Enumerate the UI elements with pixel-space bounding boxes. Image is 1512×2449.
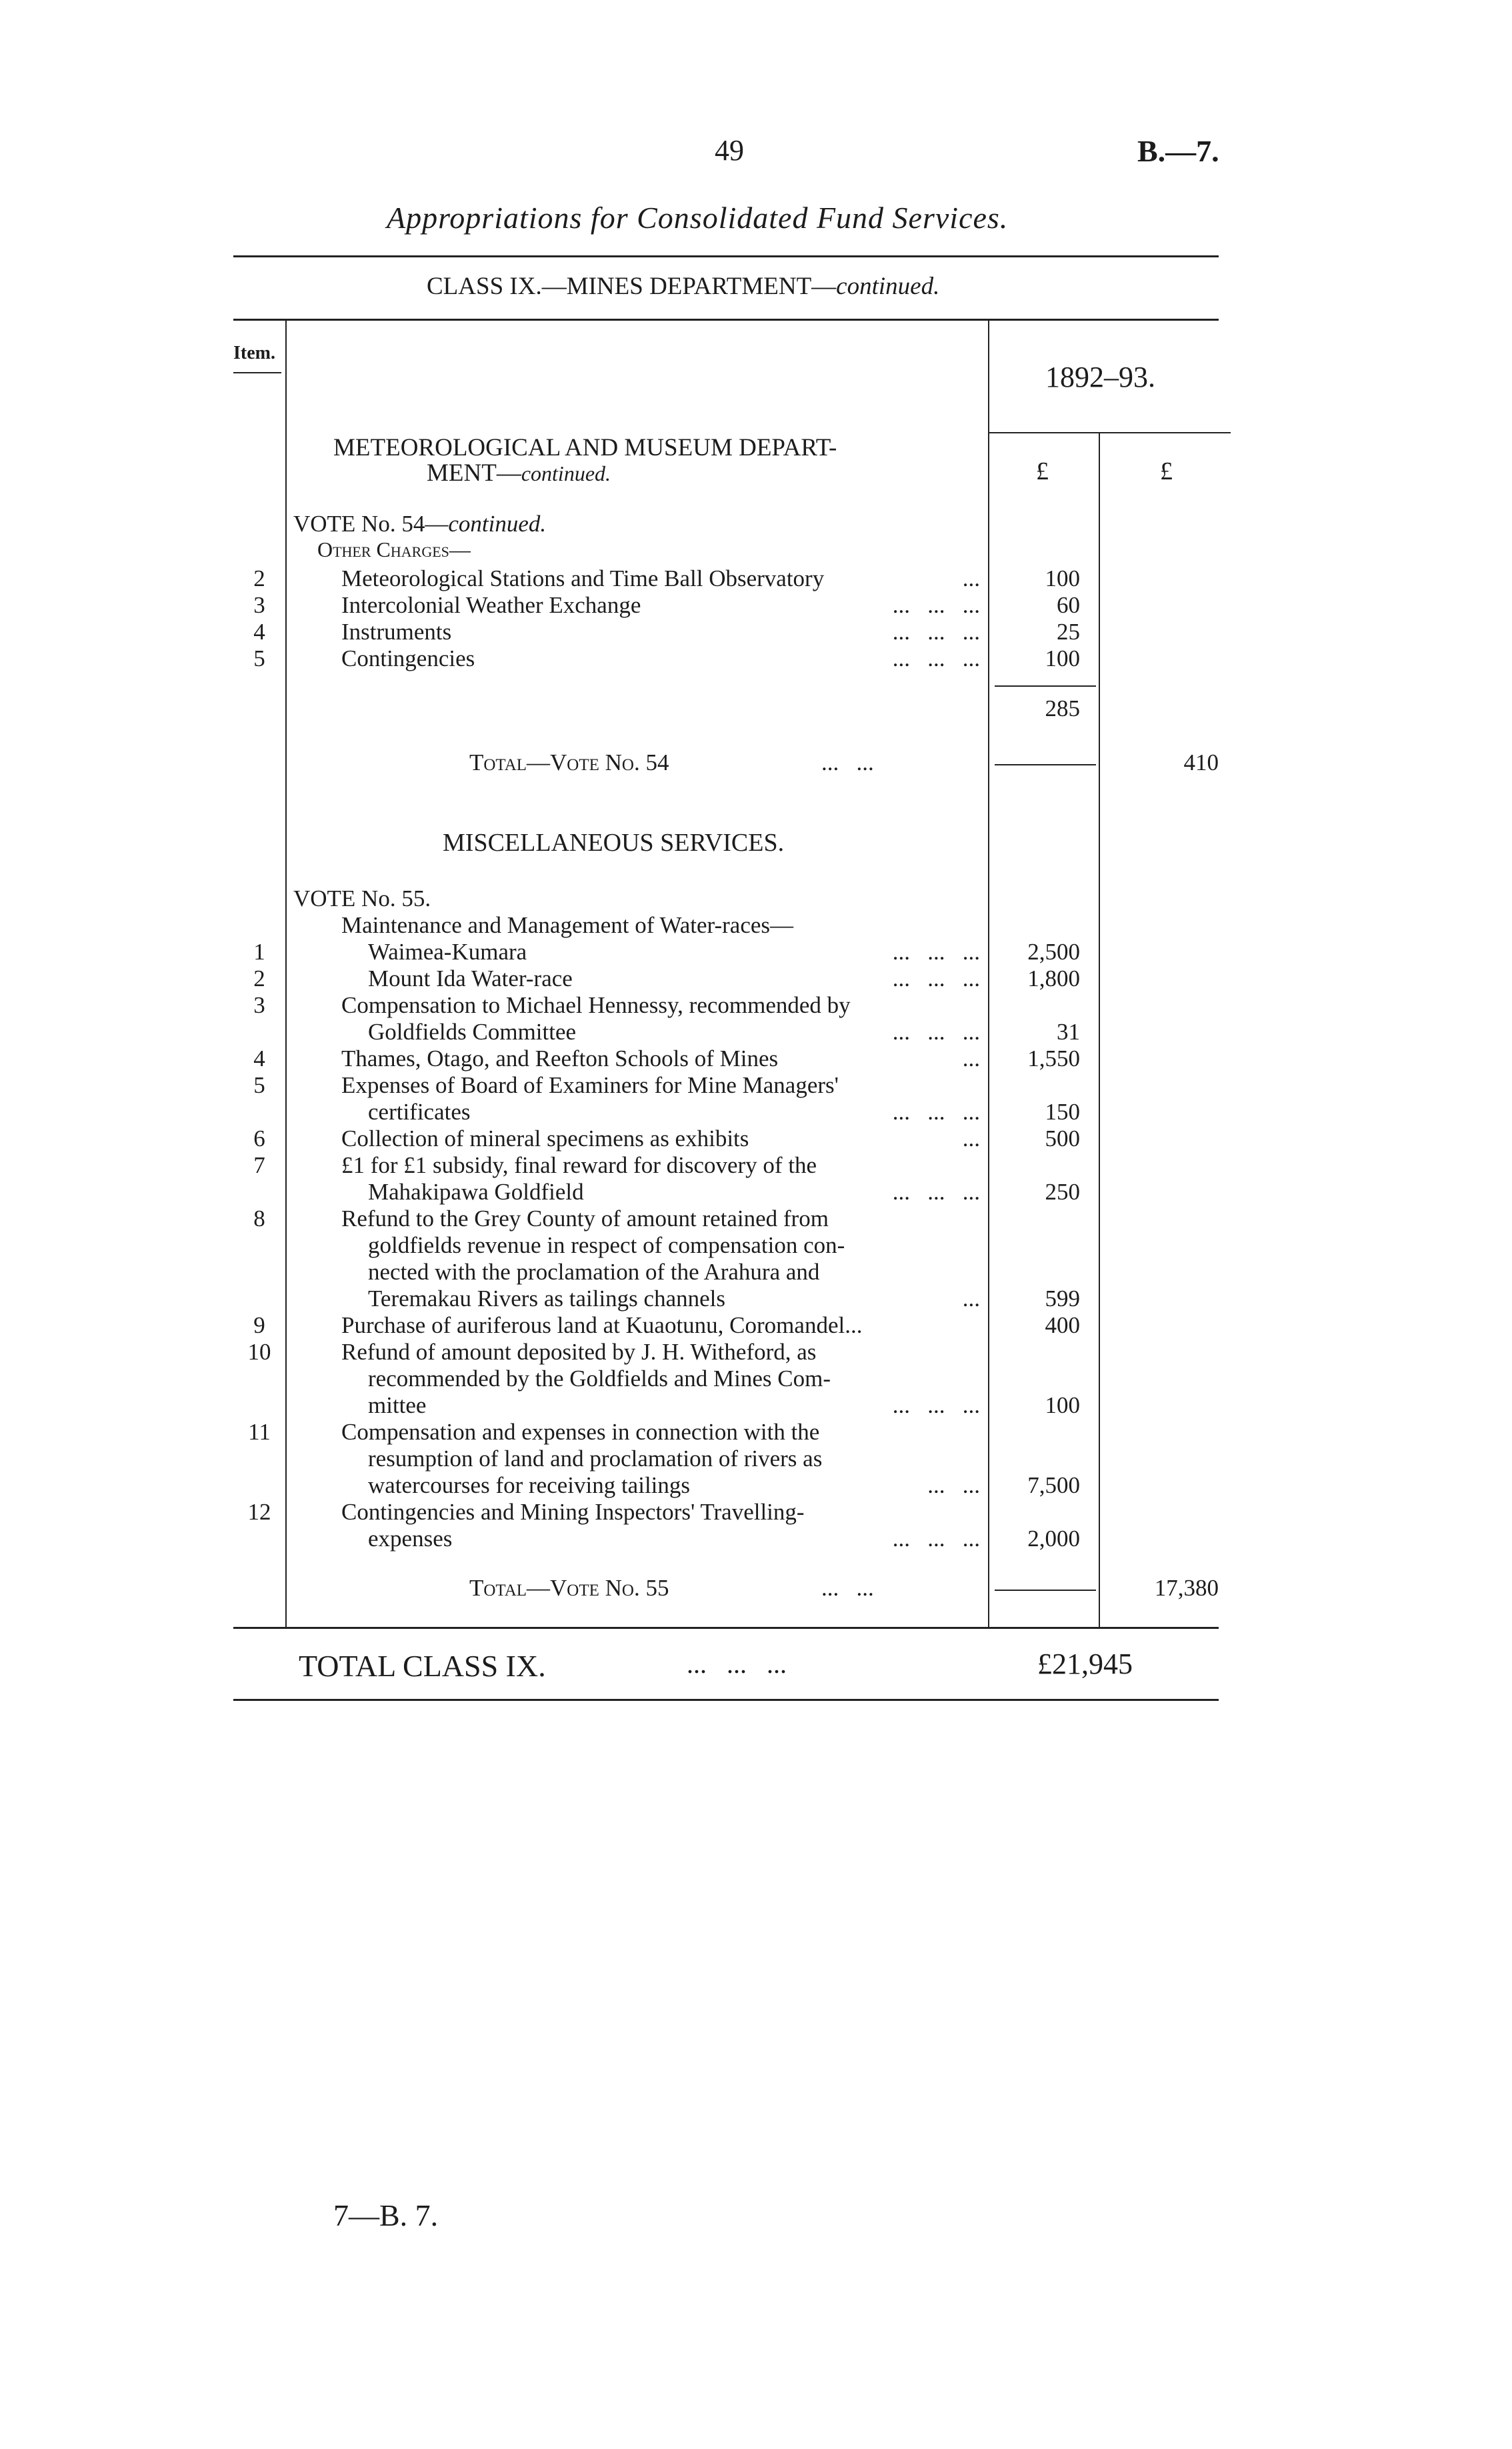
title-rule [233, 255, 1219, 257]
item-amount: 1,800 [1027, 965, 1080, 991]
item-row [0, 1339, 1512, 1366]
page-title: Appropriations for Consolidated Fund Services. [387, 201, 1009, 235]
class-heading-continued: continued. [836, 273, 940, 300]
item-description: Contingencies and Mining Inspectors' Travelling- [341, 1499, 805, 1525]
class-heading [427, 272, 939, 301]
item-dots: ... ... ... [892, 965, 980, 991]
item-description: expenses [368, 1526, 453, 1552]
item-row [0, 1019, 1512, 1045]
item-description: goldfields revenue in respect of compensation con- [368, 1232, 845, 1258]
item-row [0, 1419, 1512, 1446]
item-row [0, 1312, 1512, 1339]
total-vote-55-amount: 17,380 [1154, 1575, 1219, 1601]
item-description: Compensation to Michael Hennessy, recommended by [341, 992, 851, 1018]
grand-total-bottom-rule [233, 1699, 1219, 1701]
total-vote-54-amount: 410 [1183, 749, 1219, 775]
item-row [0, 992, 1512, 1019]
section-heading-line2-main: MENT— [427, 459, 521, 487]
item-dots: ... [962, 1125, 980, 1151]
total-vote-55-label: Total—Vote No. 55 [469, 1575, 669, 1601]
item-description: Mount Ida Water-race [368, 965, 573, 991]
item-row [0, 1286, 1512, 1312]
vote-54-main: VOTE No. 54— [293, 511, 449, 537]
pound-symbol-totals: £ [1160, 457, 1173, 485]
item-row [0, 1232, 1512, 1259]
item-row [0, 1366, 1512, 1392]
item-number: 5 [253, 645, 265, 671]
document-reference: B.—7. [1137, 134, 1219, 168]
item-row [0, 645, 1512, 672]
item-dots: ... ... ... [892, 1526, 980, 1552]
item-description: Purchase of auriferous land at Kuaotunu, Coromandel... [341, 1312, 863, 1338]
table-top-rule [233, 319, 1219, 321]
subtotal-closing-rule-54 [995, 764, 1096, 765]
item-dots: ... ... ... [892, 939, 980, 965]
item-description: resumption of land and proclamation of rivers as [368, 1446, 823, 1472]
item-row [0, 1099, 1512, 1125]
item-number: 4 [253, 619, 265, 645]
subtotal-closing-rule-55 [995, 1590, 1096, 1591]
item-description: Waimea-Kumara [368, 939, 527, 965]
item-description: Refund to the Grey County of amount retained from [341, 1205, 829, 1232]
section-heading-miscellaneous: MISCELLANEOUS SERVICES. [443, 829, 785, 857]
item-row [0, 1392, 1512, 1419]
footer-signature: 7—B. 7. [333, 2198, 439, 2232]
item-dots: ... ... ... [892, 1179, 980, 1205]
grand-total-amount: £21,945 [1037, 1648, 1133, 1680]
item-number: 4 [253, 1045, 265, 1071]
item-amount: 25 [1057, 619, 1080, 645]
vote-54-continued: continued. [448, 511, 547, 537]
item-dots: ... [962, 565, 980, 591]
item-description: mittee [368, 1392, 427, 1418]
item-row [0, 619, 1512, 645]
item-number: 10 [247, 1339, 271, 1365]
pound-symbol-amounts: £ [1036, 457, 1049, 485]
item-number: 11 [248, 1419, 271, 1445]
item-dots: ... ... ... [892, 645, 980, 671]
item-amount: 150 [1045, 1099, 1080, 1125]
item-description: nected with the proclamation of the Arahura and [368, 1259, 820, 1285]
item-amount: 100 [1045, 1392, 1080, 1418]
item-description: Mahakipawa Goldfield [368, 1179, 584, 1205]
year-heading: 1892–93. [1045, 361, 1155, 393]
item-description: Teremakau Rivers as tailings channels [368, 1286, 725, 1312]
item-row [0, 592, 1512, 619]
total-vote-55-dots: ... ... [821, 1575, 874, 1601]
item-column-label: Item. [233, 343, 275, 363]
item-row [0, 1125, 1512, 1152]
item-description: Collection of mineral specimens as exhibits [341, 1125, 749, 1151]
item-dots: ... [962, 1286, 980, 1312]
item-label-underline [233, 372, 281, 373]
total-vote-54-dots: ... ... [821, 749, 874, 775]
item-description: recommended by the Goldfields and Mines Com- [368, 1366, 831, 1392]
item-number: 1 [253, 939, 265, 965]
year-underline [988, 432, 1231, 433]
item-description: Instruments [341, 619, 452, 645]
item-dots: ... [962, 1045, 980, 1071]
item-number: 2 [253, 965, 265, 991]
item-amount: 250 [1045, 1179, 1080, 1205]
item-amount: 60 [1057, 592, 1080, 618]
item-row [0, 1152, 1512, 1179]
grand-total-label: TOTAL CLASS IX. [299, 1649, 546, 1683]
item-number: 6 [253, 1125, 265, 1151]
other-charges-subheading: Other Charges— [317, 537, 471, 561]
item-number: 3 [253, 992, 265, 1018]
item-number: 12 [247, 1499, 271, 1525]
subtotal-54: 285 [1045, 695, 1080, 721]
item-amount: 400 [1045, 1312, 1080, 1338]
item-amount: 7,500 [1027, 1472, 1080, 1498]
item-row [0, 912, 1512, 939]
item-dots: ... ... [927, 1472, 980, 1498]
item-description: Refund of amount deposited by J. H. Witheford, as [341, 1339, 817, 1365]
item-row [0, 1499, 1512, 1526]
item-number: 7 [253, 1152, 265, 1178]
class-heading-main: CLASS IX.—MINES DEPARTMENT— [427, 273, 837, 300]
item-amount: 31 [1057, 1019, 1080, 1045]
item-number: 2 [253, 565, 265, 591]
item-description: Intercolonial Weather Exchange [341, 592, 641, 618]
item-row [0, 1526, 1512, 1552]
item-row [0, 565, 1512, 592]
item-description: certificates [368, 1099, 471, 1125]
item-amount: 100 [1045, 565, 1080, 591]
grand-total-top-rule [233, 1627, 1219, 1629]
subtotal-rule-54 [995, 685, 1096, 687]
item-description: Maintenance and Management of Water-races— [341, 912, 794, 938]
item-row [0, 1045, 1512, 1072]
item-amount: 599 [1045, 1286, 1080, 1312]
item-row [0, 1072, 1512, 1099]
vote-54-heading [293, 511, 546, 537]
item-description: Thames, Otago, and Reefton Schools of Mines [341, 1045, 779, 1071]
item-row [0, 1205, 1512, 1232]
item-row [0, 939, 1512, 965]
item-description: Meteorological Stations and Time Ball Observatory [341, 565, 825, 591]
item-description: Expenses of Board of Examiners for Mine Managers' [341, 1072, 839, 1098]
item-amount: 2,000 [1027, 1526, 1080, 1552]
item-row [0, 1446, 1512, 1472]
item-dots: ... ... ... [892, 619, 980, 645]
item-row [0, 1472, 1512, 1499]
item-dots: ... ... ... [892, 1392, 980, 1418]
item-description: watercourses for receiving tailings [368, 1472, 691, 1498]
section-heading-meteorological: METEOROLOGICAL AND MUSEUM DEPART- [333, 434, 837, 461]
item-amount: 2,500 [1027, 939, 1080, 965]
item-description: £1 for £1 subsidy, final reward for discovery of the [341, 1152, 817, 1178]
item-description: Compensation and expenses in connection with the [341, 1419, 820, 1445]
item-description: Contingencies [341, 645, 475, 671]
item-number: 9 [253, 1312, 265, 1338]
total-vote-54-label: Total—Vote No. 54 [469, 749, 669, 775]
item-dots: ... ... ... [892, 1099, 980, 1125]
section-heading-meteorological-line2 [427, 459, 611, 487]
item-amount: 100 [1045, 645, 1080, 671]
item-number: 8 [253, 1205, 265, 1232]
item-amount: 500 [1045, 1125, 1080, 1151]
item-number: 3 [253, 592, 265, 618]
item-dots: ... ... ... [892, 1019, 980, 1045]
item-row [0, 1259, 1512, 1286]
vote-55-heading: VOTE No. 55. [293, 885, 431, 911]
section-heading-line2-continued: continued. [521, 461, 611, 485]
item-amount: 1,550 [1027, 1045, 1080, 1071]
item-number: 5 [253, 1072, 265, 1098]
item-row [0, 1179, 1512, 1205]
grand-total-dots: ... ... ... [687, 1649, 787, 1679]
item-description: Goldfields Committee [368, 1019, 577, 1045]
page-number: 49 [715, 134, 744, 167]
item-dots: ... ... ... [892, 592, 980, 618]
item-row [0, 965, 1512, 992]
